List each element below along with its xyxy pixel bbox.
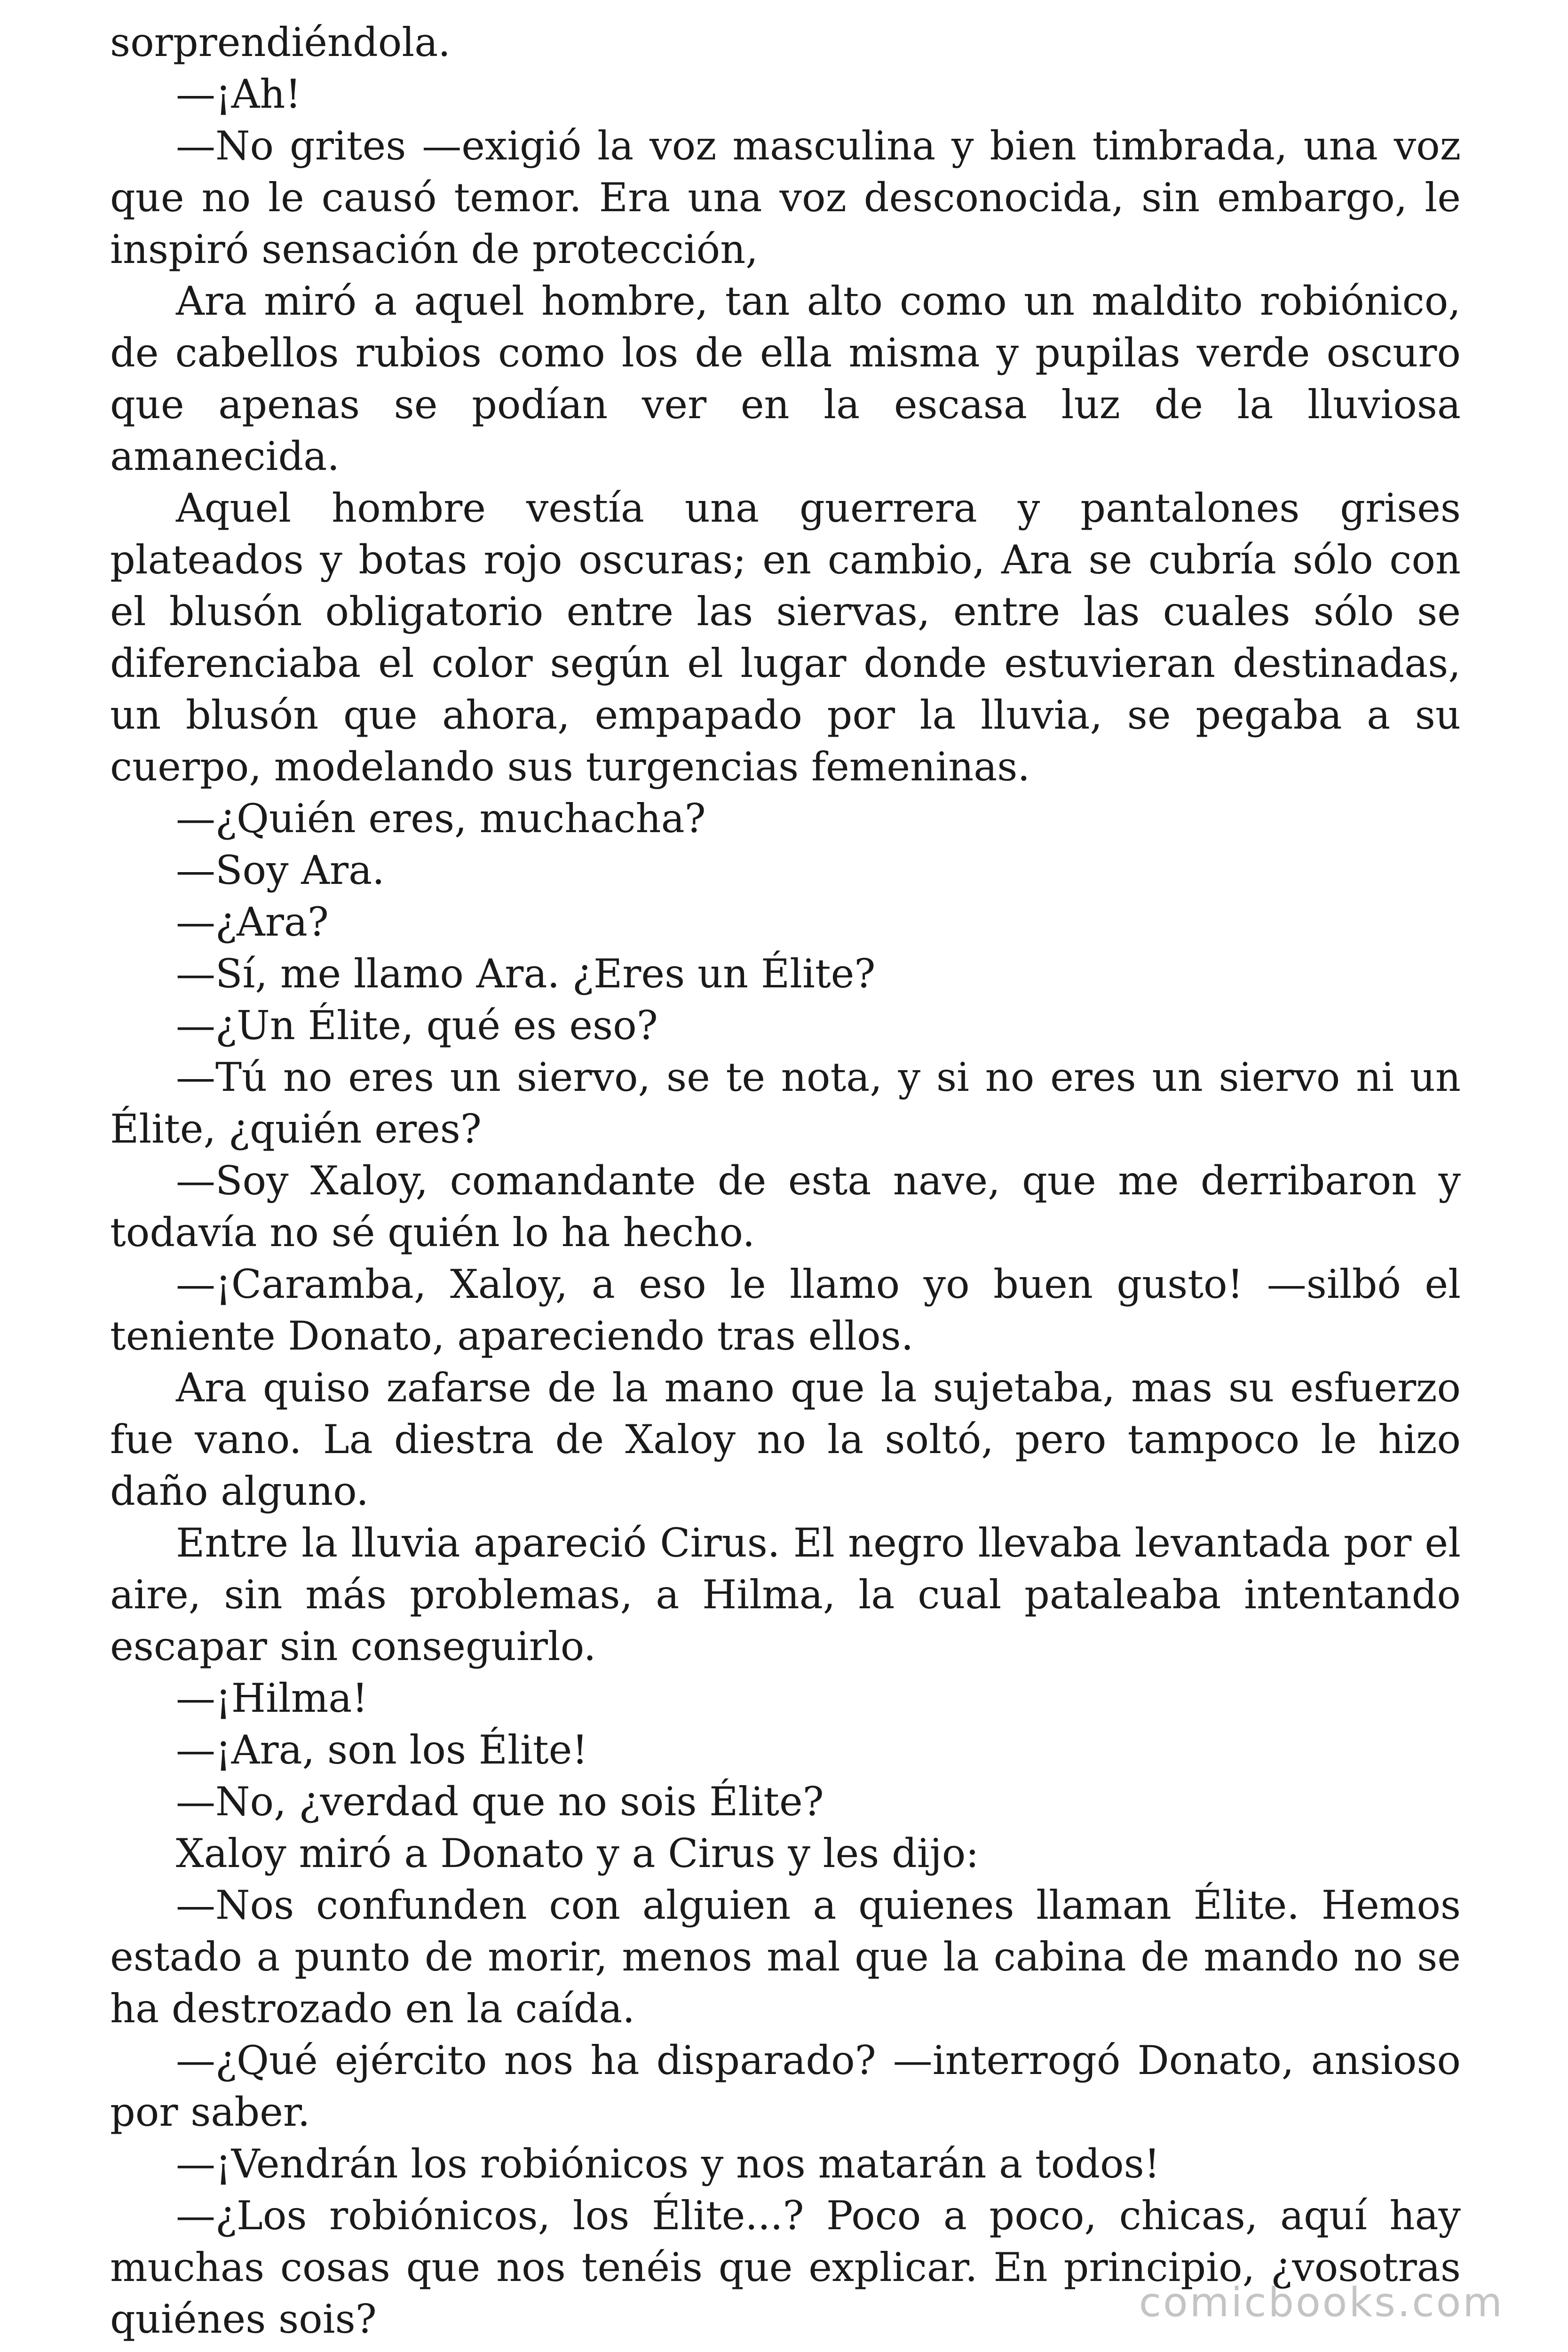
paragraph-7: —Soy Ara. [176,847,385,893]
paragraph-11: —Tú no eres un siervo, se te nota, y si no eres un siervo ni un Élite, ¿quién eres? [110,1054,1461,1152]
paragraph-9: —Sí, me llamo Ara. ¿Eres un Élite? [176,951,876,997]
paragraph-23: —¿Los robiónicos, los Élite...? Poco a poco, chicas, aquí hay muchas cosas que nos tenéis que explicar. En principio, ¿vosotras quiénes sois? [110,2193,1461,2342]
paragraph-1: sorprendiéndola. [110,19,451,65]
paragraph-12: —Soy Xaloy, comandante de esta nave, que me derribaron y todavía no sé quién lo ha hecho. [110,1158,1461,1255]
paragraph-18: —No, ¿verdad que no sois Élite? [176,1779,824,1825]
paragraph-15: Entre la lluvia apareció Cirus. El negro llevaba levantada por el aire, sin más problemas, a Hilma, la cual pataleaba intentando escapar sin conseguirlo. [110,1520,1461,1669]
paragraph-20: —Nos confunden con alguien a quienes llaman Élite. Hemos estado a punto de morir, menos mal que la cabina de mando no se ha destrozado en la caída. [110,1882,1461,2032]
paragraph-3: —No grites —exigió la voz masculina y bien timbrada, una voz que no le causó temor. Era una voz desconocida, sin embargo, le inspiró sensación de protección, [110,123,1461,272]
paragraph-21: —¿Qué ejército nos ha disparado? —interrogó Donato, ansioso por saber. [110,2037,1461,2135]
paragraph-19: Xaloy miró a Donato y a Cirus y les dijo: [176,1830,979,1876]
page-body [110,16,1461,2345]
paragraph-4: Ara miró a aquel hombre, tan alto como un maldito robiónico, de cabellos rubios como los de ella misma y pupilas verde oscuro que apenas se podían ver en la escasa luz de la lluviosa amanecida. [110,278,1461,479]
paragraph-14: Ara quiso zafarse de la mano que la sujetaba, mas su esfuerzo fue vano. La diestra de Xaloy no la soltó, pero tampoco le hizo daño alguno. [110,1365,1461,1514]
paragraph-17: —¡Ara, son los Élite! [176,1727,588,1773]
paragraph-10: —¿Un Élite, qué es eso? [176,1002,658,1049]
watermark-text: comicbooks.com [1139,2279,1504,2326]
paragraph-13: —¡Caramba, Xaloy, a eso le llamo yo buen gusto! —silbó el teniente Donato, apareciendo tras ellos. [110,1261,1461,1359]
paragraph-22: —¡Vendrán los robiónicos y nos matarán a todos! [176,2141,1160,2187]
paragraph-8: —¿Ara? [176,899,329,945]
paragraph-2: —¡Ah! [176,71,301,117]
paragraph-16: —¡Hilma! [176,1675,368,1721]
paragraph-6: —¿Quién eres, muchacha? [176,795,706,842]
paragraph-5: Aquel hombre vestía una guerrera y pantalones grises plateados y botas rojo oscuras; en cambio, Ara se cubría sólo con el blusón obligatorio entre las siervas, entre las cuales sólo se diferenciaba el color según el lugar donde estuvieran destinadas, un blusón que ahora, empapado por la lluvia, se pegaba a su cuerpo, modelando sus turgencias femeninas. [110,485,1461,790]
